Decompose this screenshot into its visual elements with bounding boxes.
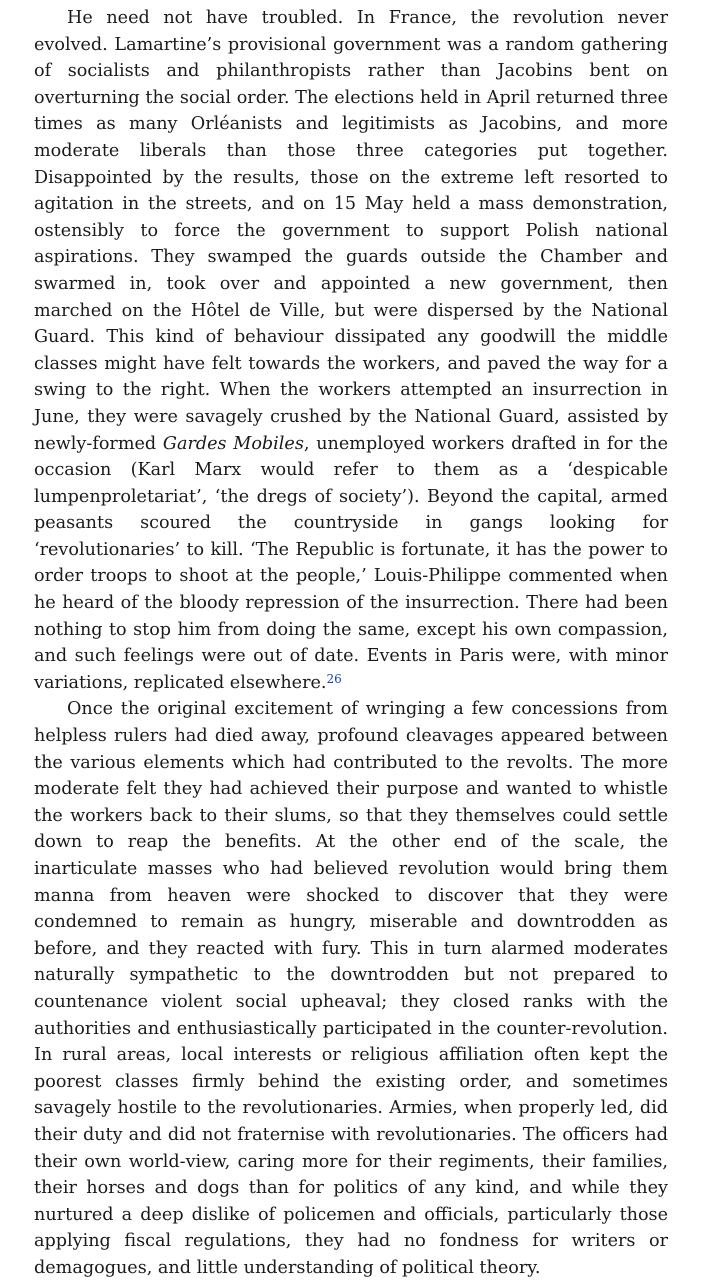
paragraph-counter-revolution xyxy=(34,696,668,1281)
book-page xyxy=(34,5,668,1282)
paragraph-france-revolution xyxy=(34,5,668,696)
paragraph-text: He need not have troubled. In France, the revolution never evolved. Lamartine’s provisional government was a random gathering of socialists and philanthropists rather than Jacobins bent on overturning the social order. The elections held in April returned three times as many Orléanists and legitimists as Jacobins, and more moderate liberals than those three categories put together. Disappointed by the results, those on the extreme left resorted to agitation in the streets, and on 15 May held a mass demonstration, ostensibly to force the government to support Polish national aspirations. They swamped the guards outside the Chamber and swarmed in, took over and appointed a new government, then marched on the Hôtel de Ville, but were dispersed by the National Guard. This kind of behaviour dissipated any goodwill the middle classes might have felt towards the workers, and paved the way for a swing to the right. When the workers attempted an insurrection in June, they were savagely crushed by the National Guard, assisted by newly-formed xyxy=(34,8,668,454)
italic-term: Gardes Mobiles xyxy=(162,433,304,454)
paragraph-text: , unemployed workers drafted in for the occasion (Karl Marx would refer to them as a ‘despicable lumpenproletariat’, ‘the dregs of society’). Beyond the capital, armed peasants scoured the countryside in gangs looking for ‘revolutionaries’ to kill. ‘The Republic is fortunate, it has the power to order troops to shoot at the people,’ Louis-Philippe commented when he heard of the bloody repression of the insurrection. There had been nothing to stop him from doing the same, except his own compassion, and such feelings were out of date. Events in Paris were, with minor variations, replicated elsewhere. xyxy=(34,433,668,693)
paragraph-text: Once the original excitement of wringing a few concessions from helpless rulers had died away, profound cleavages appeared between the various elements which had contributed to the revolts. The more moderate felt they had achieved their purpose and wanted to whistle the workers back to their slums, so that they themselves could settle down to reap the benefits. At the other end of the scale, the inarticulate masses who had believed revolution would bring them manna from heaven were shocked to discover that they were condemned to remain as hungry, miserable and downtrodden as before, and they reacted with fury. This in turn alarmed moderates naturally sympathetic to the downtrodden but not prepared to countenance violent social upheaval; they closed ranks with the authorities and enthusiastically participated in the counter-revolution. In rural areas, local interests or religious affiliation often kept the poorest classes firmly behind the existing order, and sometimes savagely hostile to the revolutionaries. Armies, when properly led, did their duty and did not fraternise with revolutionaries. The officers had their own world-view, caring more for their regiments, their families, their horses and dogs than for politics of any kind, and while they nurtured a deep dislike of policemen and officials, particularly those applying fiscal regulations, they had no fondness for writers or demagogues, and little understanding of political theory. xyxy=(34,699,668,1278)
footnote-link[interactable]: 26 xyxy=(326,671,342,686)
